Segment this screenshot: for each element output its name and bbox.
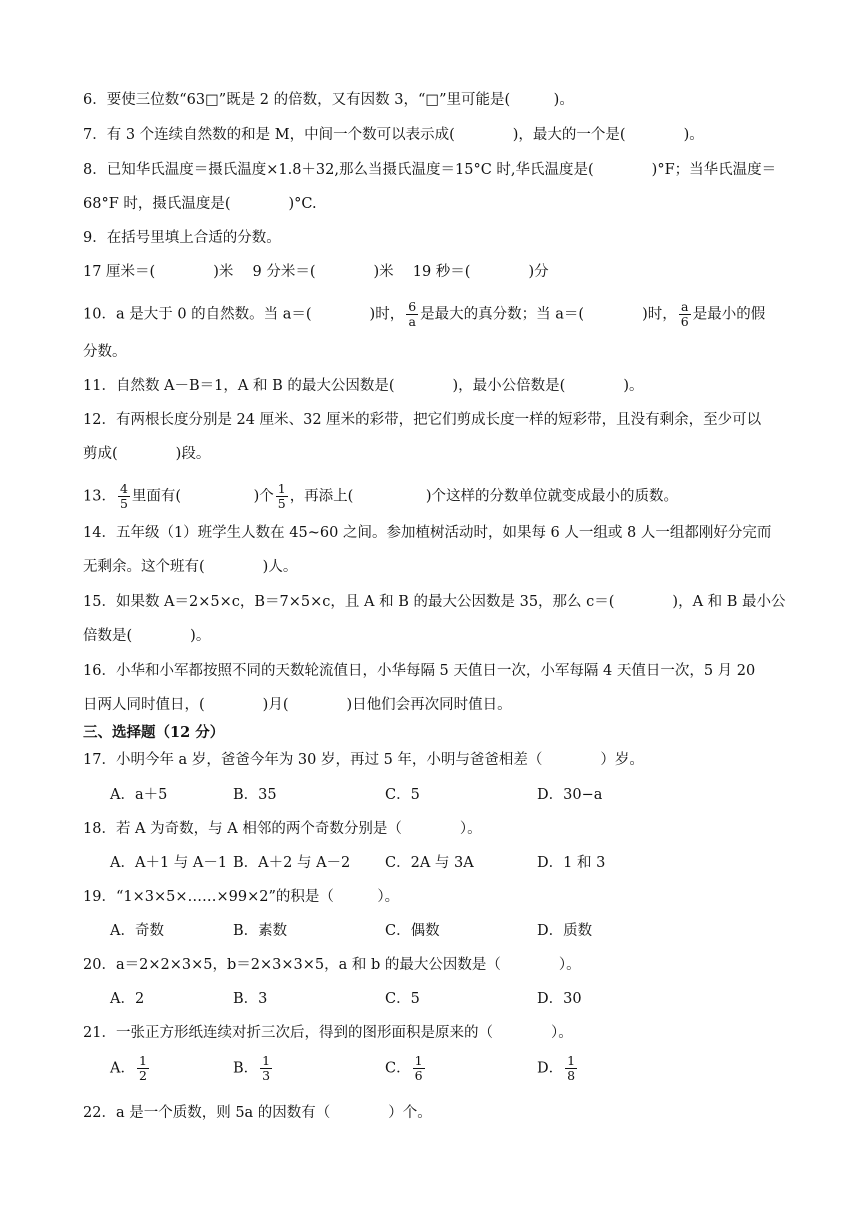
q13-text-2: 里面有( )个 (131, 488, 274, 505)
fraction-a-over-6: $\frac{a}{6}$ (680, 299, 689, 329)
q13-text-3: ，再添上( )个这样的分数单位就变成最小的质数。 (289, 488, 678, 505)
fraction-1-over-6: $\frac{1}{6}$ (414, 1053, 423, 1083)
question-13 (83, 482, 678, 511)
q20-option-d: D．30 (537, 991, 582, 1007)
q21-option-d: D． $\frac{1}{8}$ (537, 1053, 576, 1083)
question-9: 9．在括号里填上合适的分数。 (83, 230, 281, 246)
q20-option-b: B．3 (233, 991, 268, 1007)
q21-option-c: C． $\frac{1}{6}$ (385, 1053, 423, 1083)
question-14-line1: 14．五年级（1）班学生人数在 45~60 之间。参加植树活动时，如果每 6 人一组或 8 人一组都刚好分完而 (83, 525, 772, 541)
q21-option-b: B． $\frac{1}{3}$ (233, 1053, 271, 1083)
fraction-4-over-5: $\frac{4}{5}$ (119, 481, 128, 511)
q10-text-2: 是最大的真分数；当 a＝( )时， (420, 306, 677, 323)
question-16-line2: 日两人同时值日，( )月( )日他们会再次同时值日。 (83, 697, 512, 713)
question-21: 21．一张正方形纸连续对折三次后，得到的图形面积是原来的（ ）。 (83, 1025, 573, 1041)
question-15-line1: 15．如果数 A＝2×5×c，B＝7×5×c，且 A 和 B 的最大公因数是 35，那么 c＝( )，A 和 B 最小公 (83, 594, 786, 610)
q19-option-d: D．质数 (537, 923, 593, 939)
question-6: 6．要使三位数“63□”既是 2 的倍数，又有因数 3，“□”里可能是( )。 (83, 92, 574, 108)
q19-option-b: B．素数 (233, 923, 288, 939)
q19-option-c: C．偶数 (385, 923, 440, 939)
q17-option-c: C．5 (385, 787, 420, 803)
q20-option-a: A．2 (110, 991, 145, 1007)
question-19: 19．“1×3×5×……×99×2”的积是（ ）。 (83, 889, 400, 905)
q13-text-1: 13． (83, 488, 116, 505)
question-11: 11．自然数 A－B＝1，A 和 B 的最大公因数是( )，最小公倍数是( )。 (83, 378, 644, 394)
question-8-line1: 8．已知华氏温度＝摄氏温度×1.8＋32,那么当摄氏温度＝15°C 时,华氏温度是( )°F；当华氏温度＝ (83, 162, 777, 178)
question-7: 7．有 3 个连续自然数的和是 M，中间一个数可以表示成( )，最大的一个是( )。 (83, 127, 704, 143)
question-15-line2: 倍数是( )。 (83, 628, 211, 644)
q17-option-a: A．a＋5 (110, 787, 168, 803)
question-12-line2: 剪成( )段。 (83, 446, 211, 462)
q18-option-b: B．A＋2 与 A－2 (233, 855, 351, 871)
fraction-1-over-5: $\frac{1}{5}$ (277, 481, 286, 511)
fraction-6-over-a: $\frac{6}{a}$ (408, 299, 417, 329)
question-9-blanks: 17 厘米＝( )米 9 分米＝( )米 19 秒＝( )分 (83, 264, 549, 280)
q17-option-b: B．35 (233, 787, 277, 803)
q20-option-c: C．5 (385, 991, 420, 1007)
question-8-line2: 68°F 时，摄氏温度是( )°C. (83, 196, 317, 212)
q10-text-1: 10．a 是大于 0 的自然数。当 a＝( )时， (83, 306, 405, 323)
q10-text-3: 是最小的假 (692, 306, 766, 323)
question-16-line1: 16．小华和小军都按照不同的天数轮流值日，小华每隔 5 天值日一次，小军每隔 4 天值日一次，5 月 20 (83, 663, 756, 679)
fraction-1-over-8: $\frac{1}{8}$ (567, 1053, 576, 1083)
question-10-line1 (83, 300, 765, 329)
question-18: 18．若 A 为奇数，与 A 相邻的两个奇数分别是（ ）。 (83, 821, 482, 837)
question-20: 20．a＝2×2×3×5，b＝2×3×3×5，a 和 b 的最大公因数是（ ）。 (83, 957, 581, 973)
fraction-1-over-2: $\frac{1}{2}$ (138, 1053, 147, 1083)
q19-option-a: A．奇数 (110, 923, 164, 939)
question-17: 17．小明今年 a 岁，爸爸今年为 30 岁，再过 5 年，小明与爸爸相差（ ）岁。 (83, 752, 644, 768)
q18-option-a: A．A＋1 与 A－1 (110, 855, 228, 871)
question-14-line2: 无剩余。这个班有( )人。 (83, 559, 298, 575)
q21-option-a: A． $\frac{1}{2}$ (110, 1053, 147, 1083)
fraction-1-over-3: $\frac{1}{3}$ (262, 1053, 271, 1083)
question-12-line1: 12．有两根长度分别是 24 厘米、32 厘米的彩带，把它们剪成长度一样的短彩带，且没有剩余，至少可以 (83, 412, 762, 428)
q18-option-c: C．2A 与 3A (385, 855, 474, 871)
q18-option-d: D．1 和 3 (537, 855, 606, 871)
q17-option-d: D．30−a (537, 787, 603, 803)
question-22: 22．a 是一个质数，则 5a 的因数有（ ）个。 (83, 1105, 432, 1121)
question-10-line2: 分数。 (83, 344, 127, 360)
section-3-heading: 三、选择题（12 分） (83, 724, 225, 741)
